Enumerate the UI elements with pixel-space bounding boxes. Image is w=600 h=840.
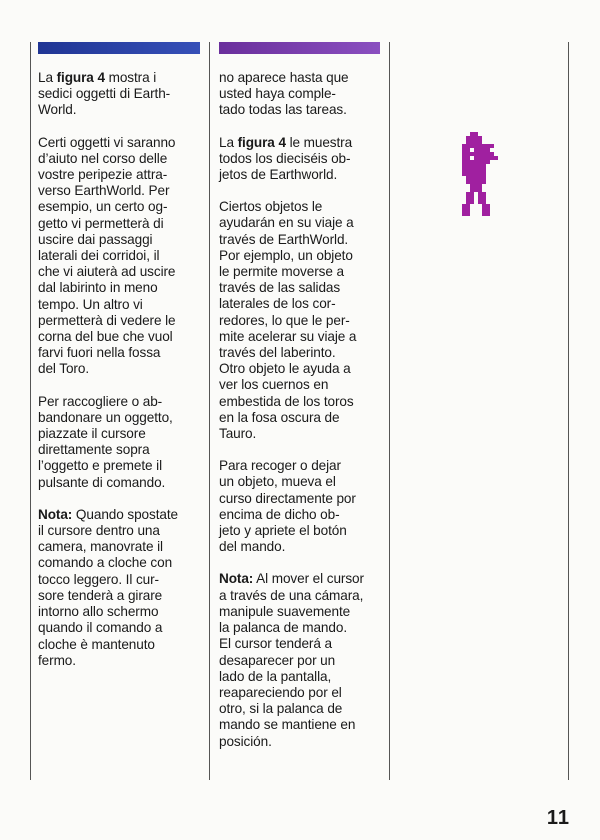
italian-column	[38, 70, 208, 685]
spanish-paragraph-2: Ciertos objetos le ayudarán en su viaje a través de EarthWorld. Por ejemplo, un objeto le permite moverse a través de las salidas laterales de los cor- redores, lo que le per- mite acelerar su viaje a través del laberinto. Otro objeto le ayuda a ver los cuernos en embestida de los toros en la fosa oscura de Tauro.	[219, 199, 357, 442]
spanish-column	[219, 70, 387, 766]
text: le muestra todos los dieciséis ob- jetos de Earthworld.	[219, 134, 353, 183]
text: La	[38, 70, 57, 85]
note-label: Nota:	[219, 571, 254, 587]
italian-note	[38, 507, 208, 669]
figure-reference: figura 4	[56, 70, 105, 85]
italian-paragraph-3: Per raccogliere o ab- bandonare un oggetto, piazzate il cursore direttamente sopra l’oggetto e premete il pulsante di comando.	[38, 393, 173, 490]
pixel-humanoid-figure-icon	[462, 132, 498, 216]
text: mostra i sedici oggetti di Earth- World.	[38, 70, 171, 118]
column-rule-left	[30, 42, 31, 780]
note-label: Nota:	[38, 506, 73, 522]
header-bar-italian	[38, 42, 200, 54]
text: Al mover el cursor a través de una cámara, manipule suavemente la palanca de mando. El cursor tenderá a desaparecer por un lado de la pantalla, reapareciendo por el otro, si la palanca de mando se mantiene en posición.	[219, 571, 364, 749]
spanish-paragraph-3: Para recoger o dejar un objeto, mueva el curso directamente por encima de dicho ob- jeto y apriete el botón del mando.	[219, 458, 356, 555]
spanish-paragraph-0: no aparece hasta que usted haya comple- tado todas las tareas.	[219, 70, 349, 118]
column-rule-mid-left	[209, 42, 210, 780]
spanish-note	[219, 571, 387, 749]
text: La	[219, 134, 238, 150]
text: Quando spostate il cursore dentro una camera, manovrate il comando a cloche con tocco leggero. Il cur- sore tenderà a girare intorno allo schermo quando il comando a cloche è mantenuto fermo.	[38, 506, 178, 668]
italian-paragraph-2: Certi oggetti vi saranno d’aiuto nel corso delle vostre peripezie attra- verso EarthWorld. Per esempio, un certo og- getto vi permetterà di uscire dai passaggi laterali dei corridoi, il che vi aiuterà ad uscire dal labirinto in meno tempo. Un altro vi permetterà di vedere le corna del bue che vuol farvi fuori nella fossa del Toro.	[38, 134, 176, 377]
spanish-paragraph-1	[219, 135, 387, 184]
column-rule-right	[568, 42, 569, 780]
figure-reference: figura 4	[237, 134, 286, 150]
column-rule-mid-right	[389, 42, 390, 780]
header-bar-spanish	[219, 42, 380, 54]
italian-paragraph-1	[38, 70, 208, 119]
page-number: 11	[546, 807, 570, 829]
